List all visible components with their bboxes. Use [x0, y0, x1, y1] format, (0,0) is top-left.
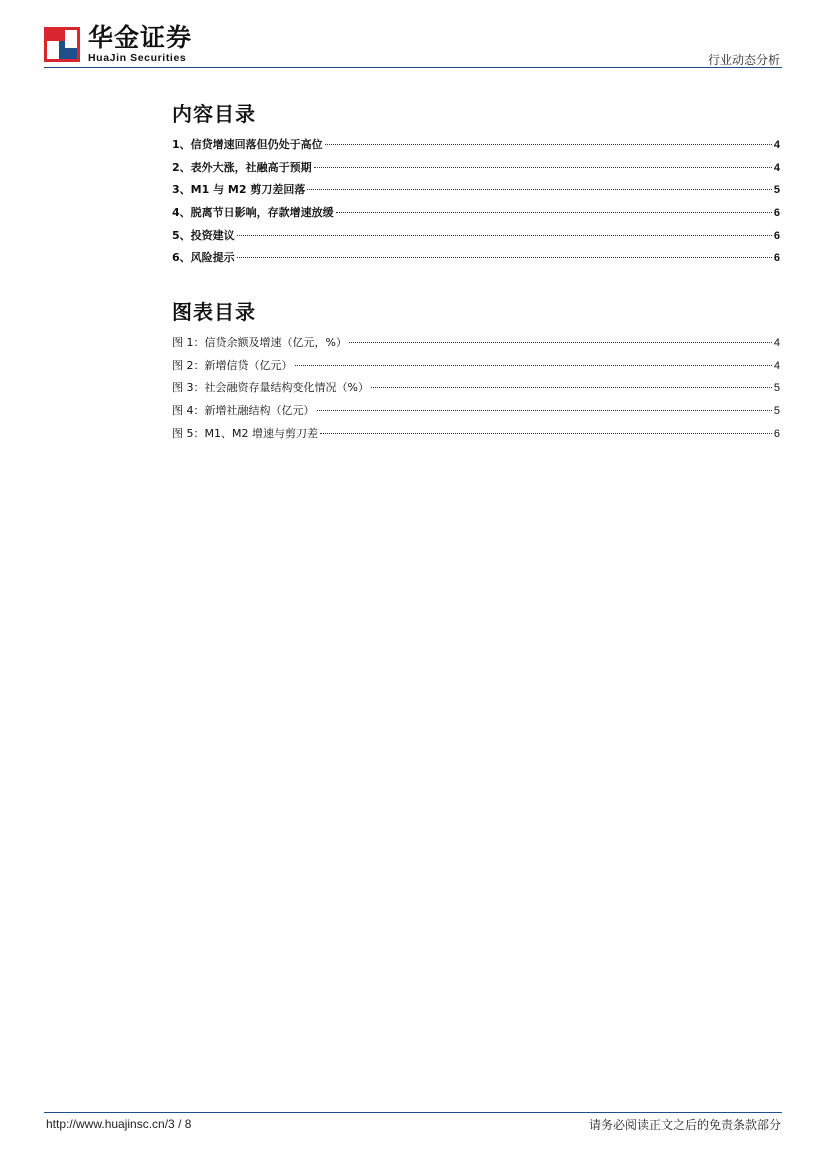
figure-item-page: 5 [773, 382, 780, 395]
footer-disclaimer: 请务必阅读正文之后的免责条款部分 [588, 1118, 781, 1132]
figures-list [172, 334, 780, 447]
brand-name-cn: 华金证券 [88, 23, 193, 52]
figure-item[interactable] [172, 334, 780, 357]
toc-item-label: 6、风险提示 [172, 251, 235, 265]
toc-item-page: 6 [773, 229, 780, 242]
toc-item[interactable] [172, 204, 780, 227]
toc-item[interactable] [172, 136, 780, 159]
toc-item-label: 3、M1 与 M2 剪刀差回落 [172, 183, 306, 197]
toc-item[interactable] [172, 227, 780, 250]
toc-list [172, 136, 780, 272]
toc-title: 内容目录 [172, 102, 256, 126]
report-type: 行业动态分析 [707, 53, 780, 67]
figure-item-page: 6 [773, 427, 780, 440]
toc-leader-dots [314, 167, 772, 168]
figure-item-label: 图 1：信贷余额及增速（亿元，%） [172, 336, 347, 349]
figure-item-page: 4 [773, 359, 780, 372]
page-header [44, 24, 782, 68]
figure-item-label: 图 5：M1、M2 增速与剪刀差 [172, 426, 318, 440]
toc-leader-dots [336, 212, 772, 213]
toc-item-label: 4、脱离节日影响，存款增速放缓 [172, 206, 334, 220]
figure-item[interactable] [172, 402, 780, 425]
toc-item-page: 5 [773, 184, 780, 197]
toc-leader-dots [237, 257, 772, 258]
toc-item-page: 6 [773, 207, 780, 220]
figure-leader-dots [295, 365, 772, 366]
footer-divider [44, 1112, 782, 1113]
figure-item-label: 图 4：新增社融结构（亿元） [172, 404, 315, 418]
figure-item[interactable] [172, 425, 780, 448]
toc-item-page: 6 [773, 252, 780, 265]
toc-item-label: 1、信贷增速回落但仍处于高位 [172, 138, 323, 151]
figure-item[interactable] [172, 357, 780, 380]
huajin-logo-icon [44, 27, 80, 62]
header-divider [44, 67, 782, 68]
figure-leader-dots [317, 410, 772, 411]
footer-url-page[interactable]: http://www.huajinsc.cn/3 / 8 [46, 1117, 192, 1131]
toc-item-page: 4 [773, 161, 780, 174]
figure-leader-dots [320, 433, 772, 434]
figure-item[interactable] [172, 379, 780, 402]
toc-item[interactable] [172, 159, 780, 182]
toc-item-label: 5、投资建议 [172, 228, 235, 242]
toc-leader-dots [325, 144, 772, 145]
figure-item-label: 图 2：新增信贷（亿元） [172, 358, 293, 372]
brand-name-en: HuaJin Securities [88, 52, 187, 64]
figure-item-page: 5 [773, 405, 780, 418]
figure-item-label: 图 3：社会融资存量结构变化情况（%） [172, 381, 369, 395]
figure-leader-dots [371, 387, 772, 388]
figure-leader-dots [349, 342, 772, 343]
figure-item-page: 4 [773, 337, 780, 349]
toc-leader-dots [307, 189, 772, 190]
toc-item[interactable] [172, 249, 780, 272]
toc-item-label: 2、表外大涨，社融高于预期 [172, 160, 312, 174]
toc-item-page: 4 [773, 139, 780, 151]
toc-item[interactable] [172, 181, 780, 204]
toc-leader-dots [237, 235, 772, 236]
figures-title: 图表目录 [172, 300, 256, 324]
